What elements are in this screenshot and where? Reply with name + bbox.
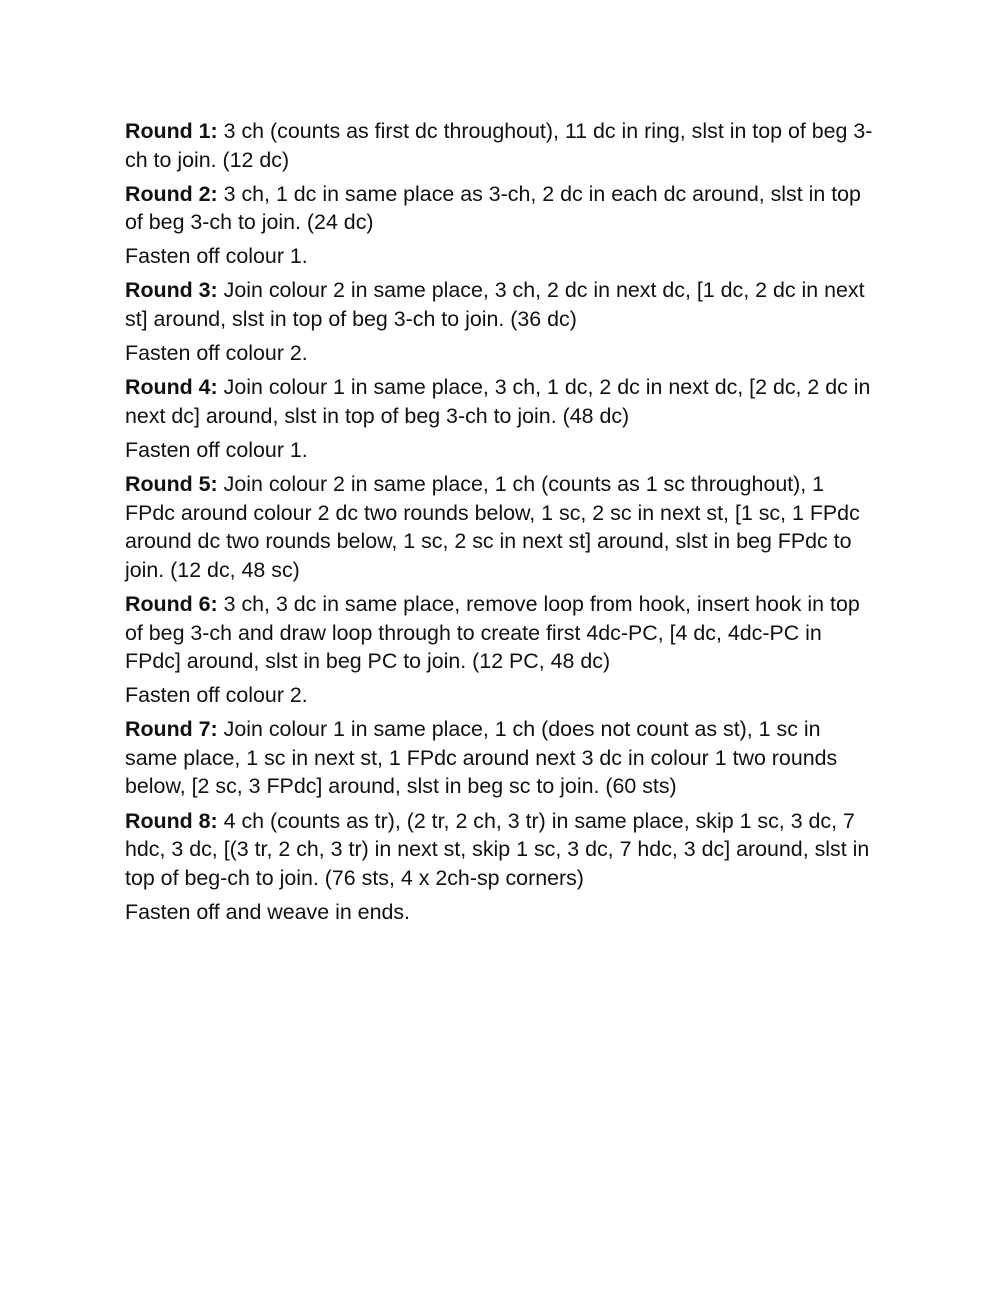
round-text: Join colour 1 in same place, 3 ch, 1 dc, 2 dc in next dc, [2 dc, 2 dc in next dc] around, slst in top of beg 3-ch to join. (48 dc) bbox=[125, 375, 871, 428]
round-label: Round 6: bbox=[125, 591, 218, 616]
round-5-paragraph bbox=[125, 470, 875, 584]
round-2-paragraph bbox=[125, 180, 875, 237]
round-text: 3 ch (counts as first dc throughout), 11 dc in ring, slst in top of beg 3-ch to join. (12 dc) bbox=[125, 119, 873, 172]
round-text: 3 ch, 3 dc in same place, remove loop from hook, insert hook in top of beg 3-ch and draw loop through to create first 4dc-PC, [4 dc, 4dc-PC in FPdc] around, slst in beg PC to join. (12 PC, 48 dc) bbox=[125, 591, 860, 674]
round-text: Join colour 1 in same place, 1 ch (does not count as st), 1 sc in same place, 1 sc in next st, 1 FPdc around next 3 dc in colour 1 two rounds below, [2 sc, 3 FPdc] around, slst in beg sc to join. (60 sts) bbox=[125, 717, 838, 799]
fasten-off-note bbox=[125, 339, 875, 368]
note-text: Fasten off and weave in ends. bbox=[125, 899, 411, 924]
round-label: Round 8: bbox=[125, 808, 218, 833]
round-4-paragraph bbox=[125, 373, 875, 430]
round-1-paragraph bbox=[125, 117, 875, 174]
round-text: Join colour 2 in same place, 1 ch (counts as 1 sc throughout), 1 FPdc around colour 2 dc two rounds below, 1 sc, 2 sc in next st, [1 sc, 1 FPdc around dc two rounds below, 1 sc, 2 sc in next st] around, slst in beg FPdc to join. (12 dc, 48 sc) bbox=[125, 472, 860, 582]
round-text: 3 ch, 1 dc in same place as 3-ch, 2 dc in each dc around, slst in top of beg 3-ch to join. (24 dc) bbox=[125, 181, 861, 235]
fasten-off-note bbox=[125, 436, 875, 465]
note-text: Fasten off colour 2. bbox=[125, 341, 308, 366]
round-7-paragraph bbox=[125, 715, 875, 801]
round-label: Round 5: bbox=[125, 472, 218, 497]
round-label: Round 3: bbox=[125, 278, 218, 303]
round-label: Round 7: bbox=[125, 717, 218, 742]
fasten-off-note bbox=[125, 242, 875, 271]
round-text: Join colour 2 in same place, 3 ch, 2 dc in next dc, [1 dc, 2 dc in next st] around, slst in top of beg 3-ch to join. (36 dc) bbox=[125, 278, 865, 332]
round-3-paragraph bbox=[125, 276, 875, 333]
round-label: Round 4: bbox=[125, 375, 218, 400]
note-text: Fasten off colour 1. bbox=[125, 244, 308, 269]
fasten-off-note bbox=[125, 681, 875, 710]
round-8-paragraph bbox=[125, 807, 875, 893]
pattern-instructions bbox=[125, 117, 875, 932]
note-text: Fasten off colour 2. bbox=[125, 683, 308, 708]
round-text: 4 ch (counts as tr), (2 tr, 2 ch, 3 tr) in same place, skip 1 sc, 3 dc, 7 hdc, 3 dc, [(3 tr, 2 ch, 3 tr) in next st, skip 1 sc, 3 dc, 7 hdc, 3 dc] around, slst in top of beg-ch to join. (76 sts, 4 x 2ch-sp corners) bbox=[125, 808, 870, 890]
round-6-paragraph bbox=[125, 590, 875, 676]
note-text: Fasten off colour 1. bbox=[125, 437, 308, 462]
finishing-note bbox=[125, 898, 875, 927]
round-label: Round 2: bbox=[125, 181, 218, 206]
round-label: Round 1: bbox=[125, 119, 218, 143]
